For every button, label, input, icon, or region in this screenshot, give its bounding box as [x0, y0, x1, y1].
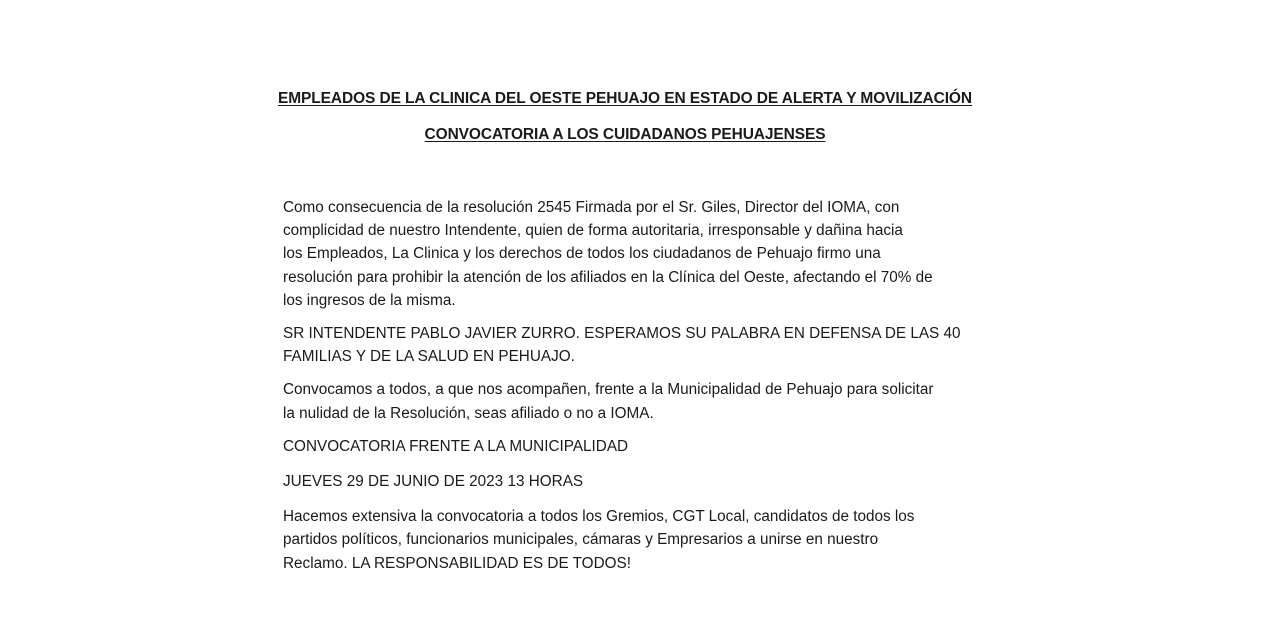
paragraph-intendente — [283, 322, 973, 368]
paragraph-line: los Empleados, La Clinica y los derechos de todos los ciudadanos de Pehuajo firmo una — [283, 245, 881, 263]
paragraph-resolution — [283, 196, 973, 312]
document-body — [283, 196, 973, 585]
document-title: EMPLEADOS DE LA CLINICA DEL OESTE PEHUAJO EN ESTADO DE ALERTA Y MOVILIZACIÓN — [278, 90, 972, 107]
paragraph-convocamos — [283, 378, 973, 424]
paragraph-line: complicidad de nuestro Intendente, quien de forma autoritaria, irresponsable y dañina hacia — [283, 222, 903, 240]
paragraph-date-time: JUEVES 29 DE JUNIO DE 2023 13 HORAS — [283, 473, 584, 491]
paragraph-line: Hacemos extensiva la convocatoria a todos los Gremios, CGT Local, candidatos de todos los — [283, 508, 915, 526]
paragraph-line: la nulidad de la Resolución, seas afiliado o no a IOMA. — [283, 404, 654, 422]
paragraph-line: FAMILIAS Y DE LA SALUD EN PEHUAJO. — [283, 348, 575, 366]
paragraph-line: resolución para prohibir la atención de los afiliados en la Clínica del Oeste, afectando el 70% de — [283, 268, 933, 286]
paragraph-line: Convocamos a todos, a que nos acompañen, frente a la Municipalidad de Pehuajo para solicitar — [283, 381, 934, 399]
paragraph-extension — [283, 505, 973, 575]
paragraph-line: Como consecuencia de la resolución 2545 Firmada por el Sr. Giles, Director del IOMA, con — [283, 199, 900, 216]
paragraph-location: CONVOCATORIA FRENTE A LA MUNICIPALIDAD — [283, 437, 629, 455]
paragraph-line: SR INTENDENTE PABLO JAVIER ZURRO. ESPERAMOS SU PALABRA EN DEFENSA DE LAS 40 — [283, 325, 961, 343]
paragraph-line: Reclamo. LA RESPONSABILIDAD ES DE TODOS! — [283, 554, 631, 572]
document-subtitle: CONVOCATORIA A LOS CUIDADANOS PEHUAJENSES — [424, 126, 826, 143]
paragraph-line: los ingresos de la misma. — [283, 291, 456, 309]
paragraph-line: partidos políticos, funcionarios municipales, cámaras y Empresarios a unirse en nuestro — [283, 531, 879, 549]
